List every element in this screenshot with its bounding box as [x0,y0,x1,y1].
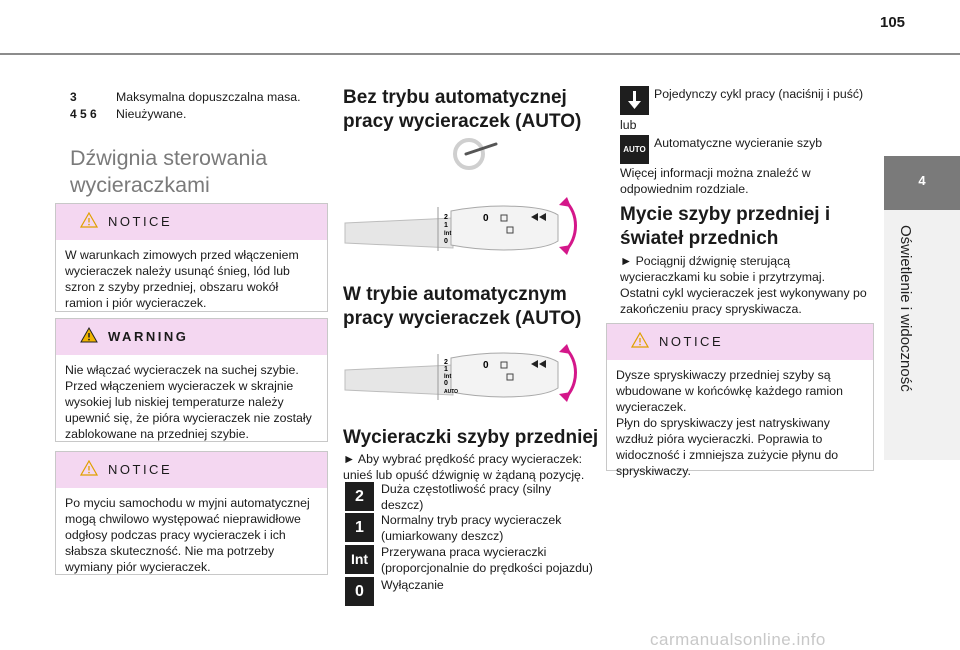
notice-box [606,323,874,478]
chapter-number: 4 [918,173,926,188]
speed-2-icon: 2 [345,482,374,511]
single-cycle-icon [620,86,649,115]
speed-0-text: Wyłączanie [381,578,444,592]
auto-wipe-text: Automatyczne wycieranie szyb [654,136,823,150]
legend-text: Maksymalna dopuszczalna masa. [116,90,301,104]
legend-num: 3 [70,90,77,104]
arrow-down-icon [620,86,649,115]
heading-washer: Mycie szyby przedniej i świateł przednich [620,204,831,249]
watermark: carmanualsonline.info [650,630,826,649]
notice-triangle-icon [631,332,649,348]
notice-title: NOTICE [108,214,173,229]
notice-title: NOTICE [659,334,724,349]
section-title: Dźwignia sterowania wycieraczkami [70,146,268,197]
legend-num: 4 5 6 [70,107,97,121]
wiper-stalk-diagram [343,193,583,268]
speed-instruction: ► Aby wybrać prędkość pracy wycieraczek: unieś lub opuść dźwignię w żądaną pozycję. [343,452,585,482]
speed-int-icon: Int [345,545,374,574]
legend-item [70,89,330,105]
wiper-stalk-auto-diagram [343,340,583,415]
warning-triangle-icon [80,327,98,343]
notice-triangle-icon [80,460,98,476]
stalk-ring-label: 0 [483,360,489,371]
stalk-label-int: Int [444,374,452,380]
notice-text: Dysze spryskiwaczy przedniej szyby są wbudowane w końcówkę każdego ramion wycieraczek. Płyn do spryskiwaczy jest natryskiwany wzdłuż pióra wycieraczki. Poprawia to widoczność i zmniejsza zużycie płynu do spryskiwaczy. [616,368,843,478]
notice-header [56,204,327,240]
legend-item [70,106,330,122]
notice-header [607,324,873,360]
notice-triangle-icon [80,212,98,228]
stalk-label-0: 0 [444,238,448,245]
washer-instruction: ► Pociągnij dźwignię sterującą wycieraczkami ku sobie i przytrzymaj. [620,254,825,284]
steering-wheel-icon [448,136,498,170]
stalk-label-auto: AUTO [444,389,459,395]
speed-int-text: Przerywana praca wycieraczki (proporcjonalnie do prędkości pojazdu) [381,545,593,575]
more-info-text: Więcej informacji można znaleźć w odpowiednim rozdziale. [620,166,811,196]
warning-text: Nie włączać wycieraczek na suchej szybie. Przed włączeniem wycieraczek w skrajnie wysokiej lub niskiej temperaturze należy upewnić się, że pióra wycieraczek nie zostały zablokowane na przedniej szybie. [65,363,312,441]
auto-icon: AUTO [620,135,649,164]
washer-note: Ostatni cykl wycieraczek jest wykonywany po zakończeniu pracy spryskiwacza. [620,286,867,316]
stalk-label-0: 0 [444,380,448,387]
speed-1-text: Normalny tryb pracy wycieraczek (umiarkowany deszcz) [381,513,562,543]
heading-with-auto: W trybie automatycznym pracy wycieraczek (AUTO) [343,284,582,329]
stalk-label-1: 1 [444,222,448,229]
legend-text: Nieużywane. [116,107,187,121]
legend-list [70,89,330,122]
notice-text: W warunkach zimowych przed włączeniem wycieraczek należy usunąć śnieg, lód lub szron z szyby przedniej, obszaru wokół ramion i piór wycieraczek. [65,248,299,310]
chapter-label: Oświetlenie i widoczność [897,225,914,392]
warning-header [56,319,327,355]
notice-text: Po myciu samochodu w myjni automatycznej mogą chwilowo występować nieprawidłowe odgłosy podczas pracy wycieraczek i ich słabsza skuteczność. Nie ma potrzeby wymiany piór wycieraczek. [65,496,310,574]
notice-title: NOTICE [108,462,173,477]
notice-box [55,451,328,575]
heading-front-wipers: Wycieraczki szyby przedniej [343,427,599,448]
chapter-tab[interactable] [884,156,960,210]
speed-1-icon: 1 [345,513,374,542]
notice-header [56,452,327,488]
stalk-label-int: Int [444,231,452,237]
heading-without-auto: Bez trybu automatycznej pracy wycieraczek (AUTO) [343,87,582,132]
warning-title: WARNING [108,329,189,344]
page-number: 105 [880,14,906,31]
chapter-sidebar [884,210,960,460]
top-rule [0,53,960,55]
stalk-ring-label: 0 [483,213,489,224]
speed-0-icon: 0 [345,577,374,606]
speed-2-text: Duża częstotliwość pracy (silny deszcz) [381,482,552,512]
stalk-label-2: 2 [444,214,448,221]
stalk-label-1: 1 [444,366,448,373]
notice-box [55,203,328,312]
single-cycle-text: Pojedynczy cykl pracy (naciśnij i puść) [654,87,864,101]
warning-box [55,318,328,442]
stalk-label-2: 2 [444,359,448,366]
or-text: lub [620,118,637,132]
